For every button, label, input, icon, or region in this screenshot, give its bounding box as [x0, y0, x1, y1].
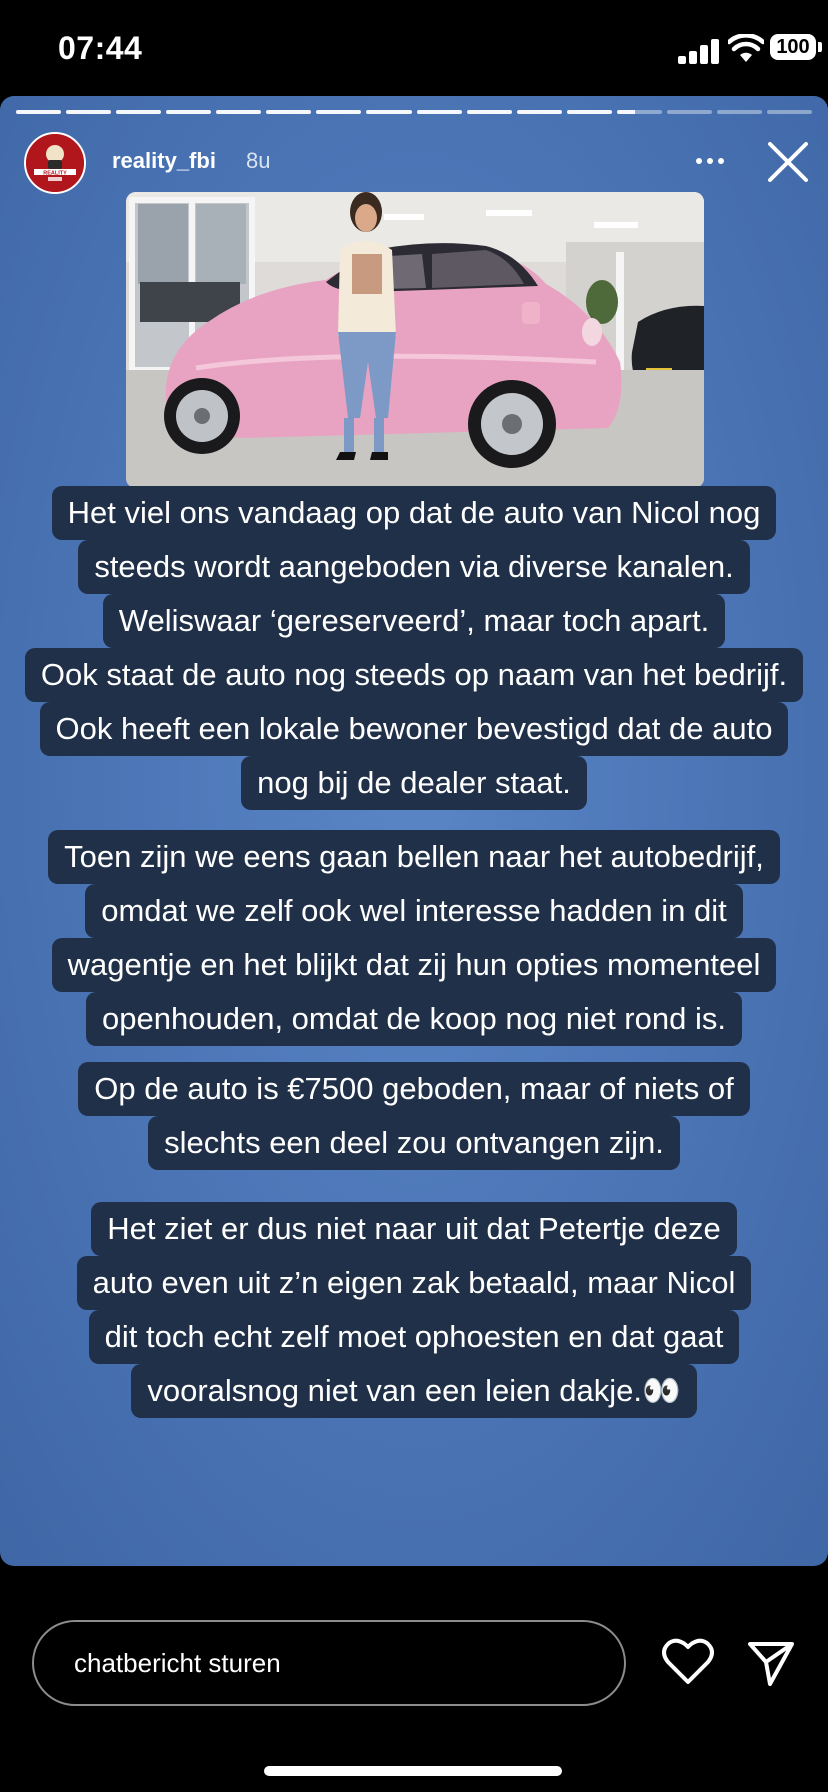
progress-segment [417, 110, 462, 114]
caption-line: dit toch echt zelf moet ophoesten en dat gaat [89, 1310, 740, 1364]
caption-block-4 [0, 1202, 828, 1418]
caption-block-2 [0, 830, 828, 1046]
cellular-signal-icon [678, 38, 722, 64]
caption-block-3 [0, 1062, 828, 1170]
send-icon[interactable] [746, 1638, 796, 1688]
battery-tip [818, 42, 822, 52]
caption-line: Het ziet er dus niet naar uit dat Petertje deze [91, 1202, 736, 1256]
caption-line: nog bij de dealer staat. [241, 756, 587, 810]
progress-segment [517, 110, 562, 114]
story-progress-bar [16, 110, 812, 114]
more-options-icon[interactable] [690, 146, 730, 176]
story-view[interactable] [0, 96, 828, 1566]
progress-segment [66, 110, 111, 114]
progress-segment [316, 110, 361, 114]
message-input[interactable] [32, 1620, 626, 1706]
caption-line: wagentje en het blijkt dat zij hun opties momenteel [52, 938, 777, 992]
progress-segment-current [617, 110, 662, 114]
caption-line: auto even uit z’n eigen zak betaald, maar Nicol [77, 1256, 752, 1310]
status-icons [628, 32, 828, 68]
heart-icon[interactable] [662, 1638, 714, 1686]
caption-line: Toen zijn we eens gaan bellen naar het autobedrijf, [48, 830, 780, 884]
status-time: 07:44 [58, 30, 143, 66]
progress-segment [567, 110, 612, 114]
battery-icon: 100 [770, 34, 816, 60]
progress-segment [166, 110, 211, 114]
progress-segment [667, 110, 712, 114]
caption-line: Ook heeft een lokale bewoner bevestigd dat de auto [40, 702, 789, 756]
progress-segment [116, 110, 161, 114]
home-indicator [264, 1766, 562, 1776]
caption-line: Ook staat de auto nog steeds op naam van het bedrijf. [25, 648, 803, 702]
story-reply-bar [0, 1566, 828, 1792]
caption-line: Het viel ons vandaag op dat de auto van Nicol nog [52, 486, 777, 540]
progress-segment [767, 110, 812, 114]
status-bar [0, 0, 828, 96]
caption-line: omdat we zelf ook wel interesse hadden in dit [85, 884, 743, 938]
caption-line: Weliswaar ‘gereserveerd’, maar toch apart. [103, 594, 725, 648]
wifi-icon [728, 34, 764, 64]
progress-segment [16, 110, 61, 114]
avatar[interactable] [24, 132, 86, 194]
caption-line: openhouden, omdat de koop nog niet rond is. [86, 992, 742, 1046]
progress-segment [467, 110, 512, 114]
progress-segment [266, 110, 311, 114]
story-time-ago: 8u [246, 148, 271, 173]
progress-segment [717, 110, 762, 114]
close-icon[interactable] [764, 138, 812, 186]
caption-line: vooralsnog niet van een leien dakje.👀 [131, 1364, 696, 1418]
caption-line: steeds wordt aangeboden via diverse kanalen. [78, 540, 749, 594]
story-photo [126, 192, 704, 488]
story-username[interactable]: reality_fbi [112, 148, 216, 173]
caption-line: Op de auto is €7500 geboden, maar of niets of [78, 1062, 749, 1116]
progress-segment [366, 110, 411, 114]
reality-fbi-logo [26, 134, 84, 192]
progress-segment [216, 110, 261, 114]
avatar-logo-text: REALITY [43, 170, 67, 177]
story-header [24, 132, 804, 196]
caption-block-1 [0, 486, 828, 810]
caption-line: slechts een deel zou ontvangen zijn. [148, 1116, 680, 1170]
